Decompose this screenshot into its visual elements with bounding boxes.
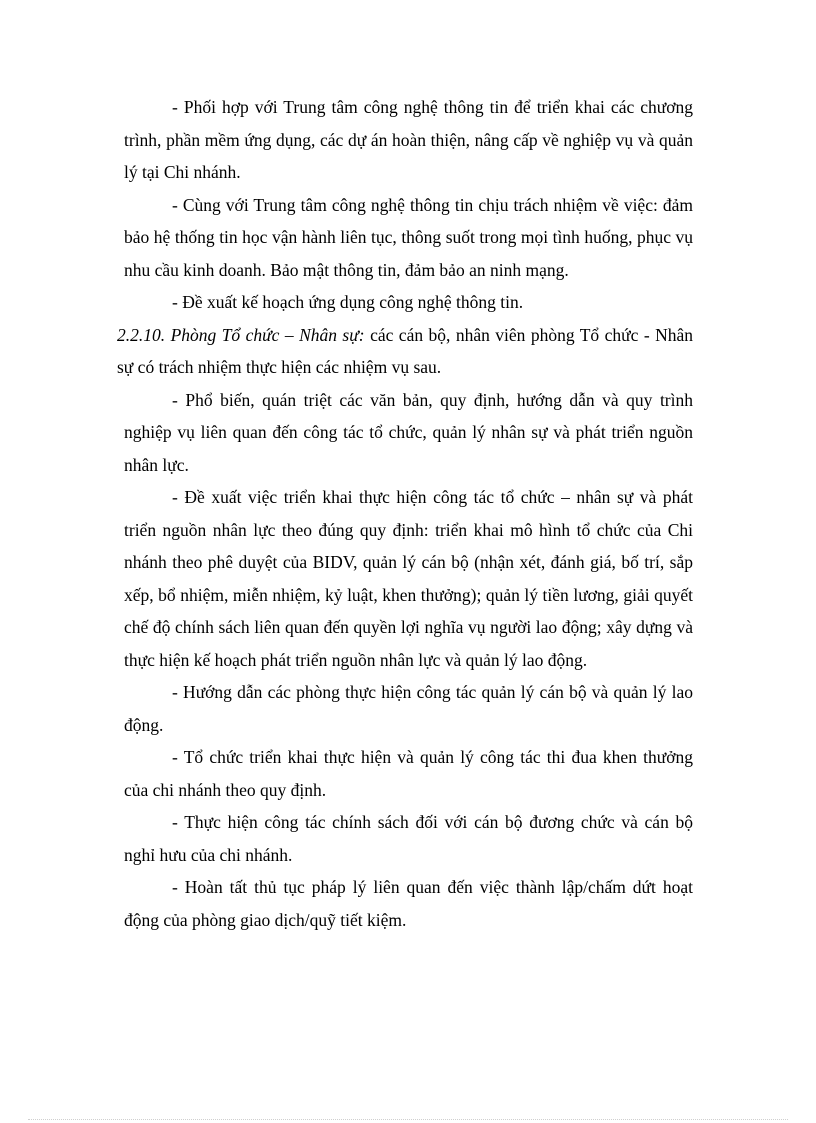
list-item: - Thực hiện công tác chính sách đối với cán bộ đương chức và cán bộ nghỉ hưu của chi nhánh.	[124, 812, 693, 865]
paragraph-it-plan: - Đề xuất kế hoạch ứng dụng công nghệ thông tin.	[172, 292, 524, 312]
paragraph-it-responsibility: - Cùng với Trung tâm công nghệ thông tin chịu trách nhiệm về việc: đảm bảo hệ thống tin học vận hành liên tục, thông suốt trong mọi tình huống, phục vụ nhu cầu kinh doanh. Bảo mật thông tin, đảm bảo an ninh mạng.	[124, 194, 693, 280]
list-item: - Hoàn tất thủ tục pháp lý liên quan đến việc thành lập/chấm dứt hoạt động của phòng giao dịch/quỹ tiết kiệm.	[124, 877, 693, 930]
section-heading-text: các cán bộ, nhân viên phòng Tổ chức - Nhân sự có trách nhiệm thực hiện các nhiệm vụ sau.	[117, 324, 694, 377]
list-item: - Hướng dẫn các phòng thực hiện công tác quản lý cán bộ và quản lý lao động.	[124, 682, 693, 735]
section-heading-paragraph	[117, 319, 693, 384]
list-item: - Phổ biến, quán triệt các văn bản, quy định, hướng dẫn và quy trình nghiệp vụ liên quan đến công tác tổ chức, quản lý nhân sự và phát triển nguồn nhân lực.	[124, 389, 693, 475]
section-heading-label: 2.2.10. Phòng Tổ chức – Nhân sự:	[117, 324, 365, 345]
list-item: - Đề xuất việc triển khai thực hiện công tác tổ chức – nhân sự và phát triển nguồn nhân lực theo đúng quy định: triển khai mô hình tổ chức của Chi nhánh theo phê duyệt của BIDV, quản lý cán bộ (nhận xét, đánh giá, bố trí, sắp xếp, bổ nhiệm, miễn nhiệm, kỷ luật, khen thưởng); quản lý tiền lương, giải quyết chế độ chính sách liên quan đến quyền lợi nghĩa vụ người lao động; xây dựng và thực hiện kế hoạch phát triển nguồn nhân lực và quản lý lao động.	[124, 487, 693, 670]
paragraph-it-coordination: - Phối hợp với Trung tâm công nghệ thông tin để triển khai các chương trình, phần mềm ứng dụng, các dự án hoàn thiện, nâng cấp về nghiệp vụ và quản lý tại Chi nhánh.	[124, 97, 693, 182]
page-bottom-divider	[28, 1119, 788, 1120]
document-page	[117, 91, 694, 936]
list-item: - Tổ chức triển khai thực hiện và quản lý công tác thi đua khen thưởng của chi nhánh theo quy định.	[124, 747, 693, 800]
